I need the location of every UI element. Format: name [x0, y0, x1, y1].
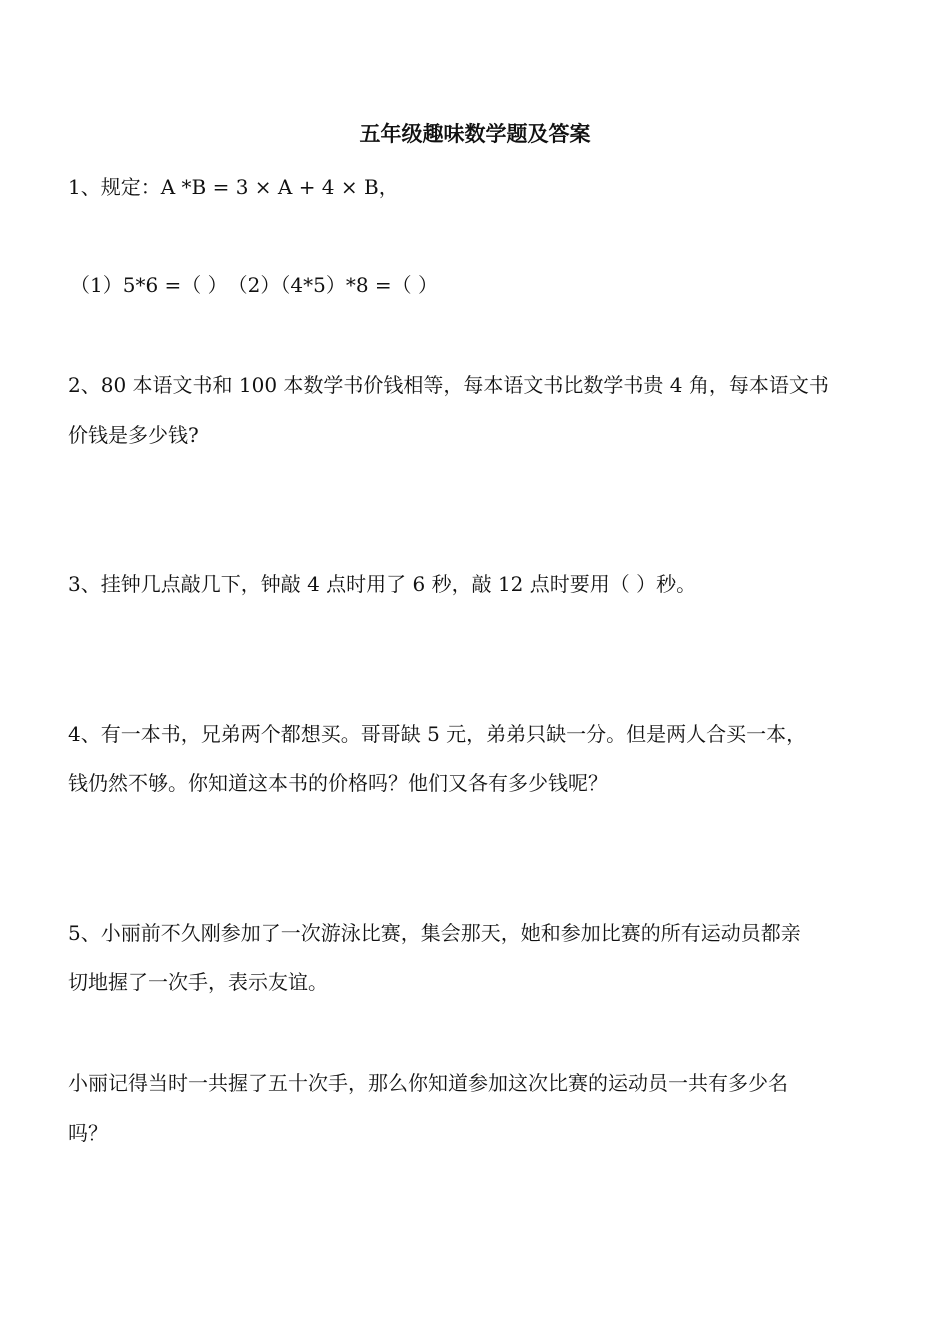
question-5-line-2: 切地握了一次手，表示友谊。	[68, 970, 328, 994]
question-5-line-4: 吗？	[68, 1121, 108, 1145]
question-5-line-1: 5、小丽前不久刚参加了一次游泳比赛，集会那天，她和参加比赛的所有运动员都亲	[68, 921, 801, 945]
question-2-line-2: 价钱是多少钱?	[68, 423, 199, 447]
question-5-line-3: 小丽记得当时一共握了五十次手，那么你知道参加这次比赛的运动员一共有多少名	[68, 1071, 788, 1095]
question-2-line-1: 2、80 本语文书和 100 本数学书价钱相等，每本语文书比数学书贵 4 角，每本语文书	[68, 373, 829, 397]
question-1-parts: （1）5*6 =（ ） （2）（4*5）*8 =（ ）	[70, 273, 439, 297]
question-3: 3、挂钟几点敲几下，钟敲 4 点时用了 6 秒，敲 12 点时要用（ ）秒。	[68, 572, 697, 596]
question-4-line-1: 4、有一本书，兄弟两个都想买。哥哥缺 5 元，弟弟只缺一分。但是两人合买一本，	[68, 722, 807, 746]
question-1-rule: 1、规定：A *B = 3 × A + 4 × B，	[68, 175, 399, 199]
question-4-line-2: 钱仍然不够。你知道这本书的价格吗？他们又各有多少钱呢？	[68, 771, 608, 795]
page-title: 五年级趣味数学题及答案	[359, 122, 591, 146]
